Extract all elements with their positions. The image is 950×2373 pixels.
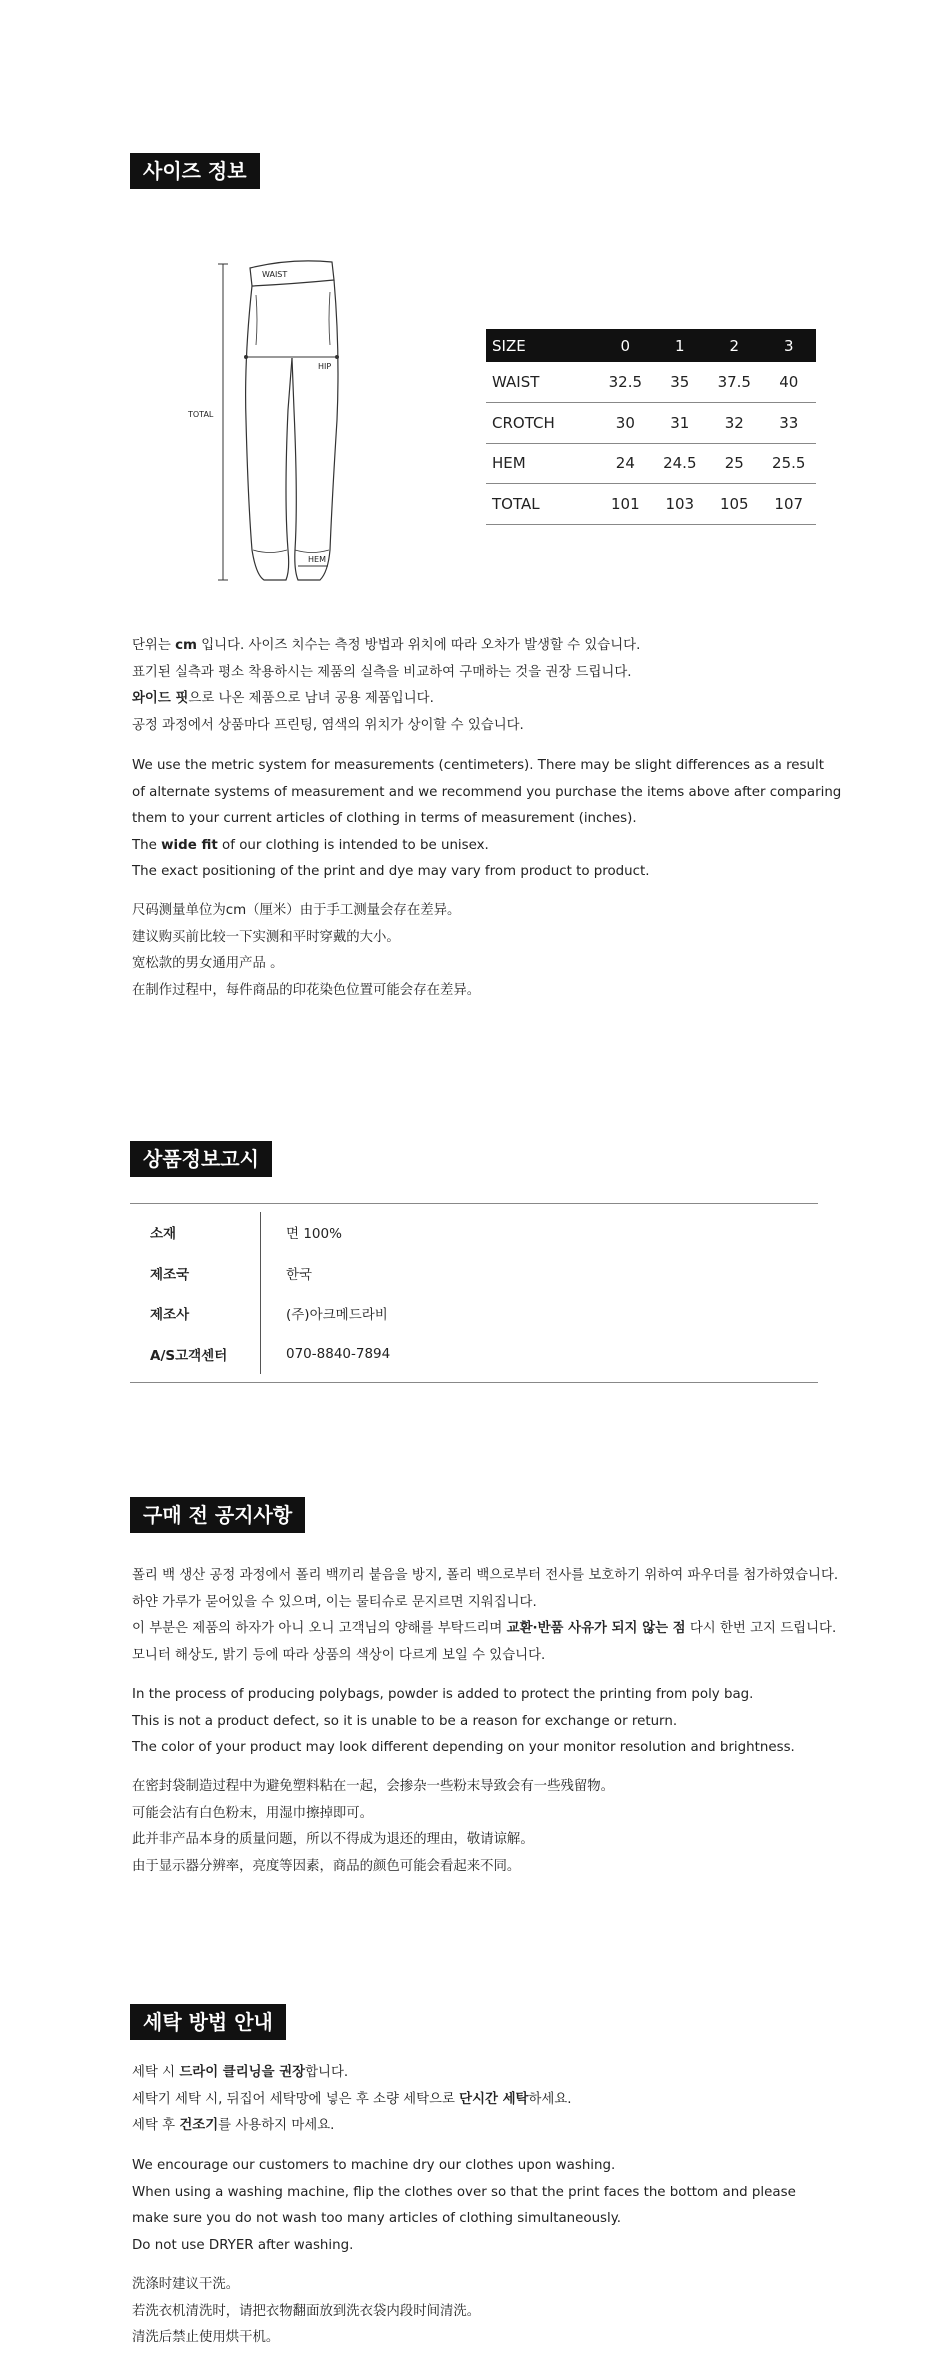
table-cell: 40 bbox=[762, 362, 817, 403]
notice-korean bbox=[132, 1563, 882, 1669]
info-value: 070-8840-7894 bbox=[286, 1345, 391, 1362]
table-cell: 33 bbox=[762, 403, 817, 444]
table-cell: 24 bbox=[598, 443, 652, 484]
table-header-cell: 1 bbox=[653, 329, 707, 362]
text-line: 하얀 가루가 묻어있을 수 있으며, 이는 물티슈로 문지르면 지워집니다. bbox=[132, 1594, 537, 1610]
notice-english bbox=[132, 1682, 852, 1762]
table-cell: 103 bbox=[653, 484, 707, 525]
text-line: The color of your product may look different depending on your monitor resolution and brightness. bbox=[132, 1740, 795, 1755]
text-line: 세탁 시 드라이 클리닝을 권장합니다. bbox=[132, 2065, 349, 2080]
info-key: 제조국 bbox=[130, 1253, 261, 1294]
table-row bbox=[130, 1293, 818, 1334]
text-line: 공정 과정에서 상품마다 프린팅, 염색의 위치가 상이할 수 있습니다. bbox=[132, 717, 524, 733]
info-value: 면 100% bbox=[286, 1226, 342, 1243]
text-line: 세탁기 세탁 시, 뒤집어 세탁망에 넣은 후 소량 세탁으로 단시간 세탁하세요. bbox=[132, 2091, 572, 2107]
text-line: Do not use DRYER after washing. bbox=[132, 2237, 354, 2253]
washing-korean bbox=[132, 2060, 852, 2140]
text-line: 此并非产品本身的质量问题，所以不得成为退还的理由，敬请谅解。 bbox=[132, 1832, 534, 1847]
text-line: The wide fit of our clothing is intended to be unisex. bbox=[132, 837, 489, 853]
table-row bbox=[486, 403, 816, 444]
table-cell: 101 bbox=[598, 484, 652, 525]
table-cell: 37.5 bbox=[707, 362, 761, 403]
size-table bbox=[486, 329, 816, 525]
table-row bbox=[130, 1334, 818, 1375]
text-line: 와이드 핏으로 나온 제품으로 남녀 공용 제품입니다. bbox=[132, 691, 434, 706]
table-cell: 30 bbox=[598, 403, 652, 444]
text-line: 洗涤时建议干洗。 bbox=[132, 2277, 240, 2292]
text-line: 尺码测量单位为cm（厘米）由于手工测量会存在差异。 bbox=[132, 903, 461, 918]
size-notes-chinese bbox=[132, 898, 852, 1004]
info-key: 소재 bbox=[130, 1212, 261, 1253]
table-cell: 31 bbox=[653, 403, 707, 444]
table-row bbox=[130, 1212, 818, 1253]
product-info-heading: 상품정보고시 bbox=[130, 1141, 272, 1177]
text-line: 단위는 cm 입니다. 사이즈 치수는 측정 방법과 위치에 따라 오차가 발생할 수 있습니다. bbox=[132, 638, 641, 653]
waist-label: WAIST bbox=[262, 270, 288, 279]
text-line: This is not a product defect, so it is unable to be a reason for exchange or return. bbox=[132, 1713, 678, 1729]
info-value: 한국 bbox=[286, 1266, 313, 1283]
text-line: 清洗后禁止使用烘干机。 bbox=[132, 2330, 280, 2345]
size-table-header bbox=[486, 329, 816, 362]
table-cell: 35 bbox=[653, 362, 707, 403]
text-line: We use the metric system for measurements (centimeters). There may be slight differences as a result bbox=[132, 758, 824, 773]
text-line: In the process of producing polybags, powder is added to protect the printing from poly bag. bbox=[132, 1687, 754, 1702]
text-line: The exact positioning of the print and dye may vary from product to product. bbox=[132, 864, 650, 879]
table-row bbox=[486, 443, 816, 484]
table-header-cell: 2 bbox=[707, 329, 761, 362]
text-line: of alternate systems of measurement and we recommend you purchase the items above after comparing bbox=[132, 784, 842, 800]
pants-diagram bbox=[180, 250, 440, 590]
table-cell: HEM bbox=[486, 443, 598, 484]
hem-label: HEM bbox=[308, 555, 326, 564]
text-line: 모니터 해상도, 밝기 등에 따라 상품의 색상이 다르게 보일 수 있습니다. bbox=[132, 1647, 546, 1663]
table-cell: 105 bbox=[707, 484, 761, 525]
info-key: 제조사 bbox=[130, 1293, 261, 1334]
text-line: 若洗衣机清洗时，请把衣物翻面放到洗衣袋内段时间清洗。 bbox=[132, 2303, 481, 2319]
text-line: 在密封袋制造过程中为避免塑料粘在一起，会掺杂一些粉末导致会有一些残留物。 bbox=[132, 1779, 615, 1794]
hip-label: HIP bbox=[318, 362, 332, 371]
info-value: (주)아크메드라비 bbox=[286, 1307, 388, 1324]
text-line: 이 부분은 제품의 하자가 아니 오니 고객님의 양해를 부탁드리며 교환·반품 사유가 되지 않는 점 다시 한번 고지 드립니다. bbox=[132, 1621, 837, 1636]
text-line: make sure you do not wash too many articles of clothing simultaneously. bbox=[132, 2211, 622, 2226]
size-info-heading: 사이즈 정보 bbox=[130, 153, 260, 189]
text-line: When using a washing machine, flip the clothes over so that the print faces the bottom and please bbox=[132, 2184, 796, 2200]
table-cell: TOTAL bbox=[486, 484, 598, 525]
text-line: 세탁 후 건조기를 사용하지 마세요. bbox=[132, 2118, 335, 2133]
info-key: A/S고객센터 bbox=[130, 1334, 261, 1375]
text-line: 由于显示器分辨率，亮度等因素，商品的颜色可能会看起来不同。 bbox=[132, 1858, 521, 1874]
washing-heading: 세탁 방법 안내 bbox=[130, 2004, 286, 2040]
table-header-cell: 0 bbox=[598, 329, 652, 362]
washing-english bbox=[132, 2153, 852, 2259]
total-label: TOTAL bbox=[188, 410, 214, 419]
table-header-cell: 3 bbox=[762, 329, 817, 362]
size-notes-korean bbox=[132, 633, 852, 739]
table-cell: 32 bbox=[707, 403, 761, 444]
table-cell: 24.5 bbox=[653, 443, 707, 484]
notice-chinese bbox=[132, 1774, 852, 1880]
table-row bbox=[486, 362, 816, 403]
table-cell: 32.5 bbox=[598, 362, 652, 403]
text-line: 표기된 실측과 평소 착용하시는 제품의 실측을 비교하여 구매하는 것을 권장 드립니다. bbox=[132, 664, 632, 680]
table-cell: CROTCH bbox=[486, 403, 598, 444]
size-notes-english bbox=[132, 753, 852, 886]
text-line: 폴리 백 생산 공정 과정에서 폴리 백끼리 붙음을 방지, 폴리 백으로부터 전사를 보호하기 위하여 파우더를 첨가하였습니다. bbox=[132, 1568, 839, 1583]
product-info-table bbox=[130, 1203, 818, 1383]
text-line: 在制作过程中，每件商品的印花染色位置可能会存在差异。 bbox=[132, 982, 481, 998]
text-line: 建议购买前比较一下实测和平时穿戴的大小。 bbox=[132, 929, 400, 945]
table-cell: 25.5 bbox=[762, 443, 817, 484]
table-header-cell: SIZE bbox=[486, 329, 598, 362]
table-cell: 25 bbox=[707, 443, 761, 484]
washing-chinese bbox=[132, 2272, 852, 2352]
table-cell: 107 bbox=[762, 484, 817, 525]
text-line: We encourage our customers to machine dry our clothes upon washing. bbox=[132, 2158, 616, 2173]
notice-heading: 구매 전 공지사항 bbox=[130, 1497, 305, 1533]
text-line: them to your current articles of clothing in terms of measurement (inches). bbox=[132, 811, 637, 826]
text-line: 宽松款的男女通用产品 。 bbox=[132, 956, 284, 971]
text-line: 可能会沾有白色粉末，用湿巾擦掉即可。 bbox=[132, 1805, 374, 1821]
table-cell: WAIST bbox=[486, 362, 598, 403]
pants-outline-icon bbox=[180, 250, 440, 590]
table-row bbox=[486, 484, 816, 525]
table-row bbox=[130, 1253, 818, 1294]
